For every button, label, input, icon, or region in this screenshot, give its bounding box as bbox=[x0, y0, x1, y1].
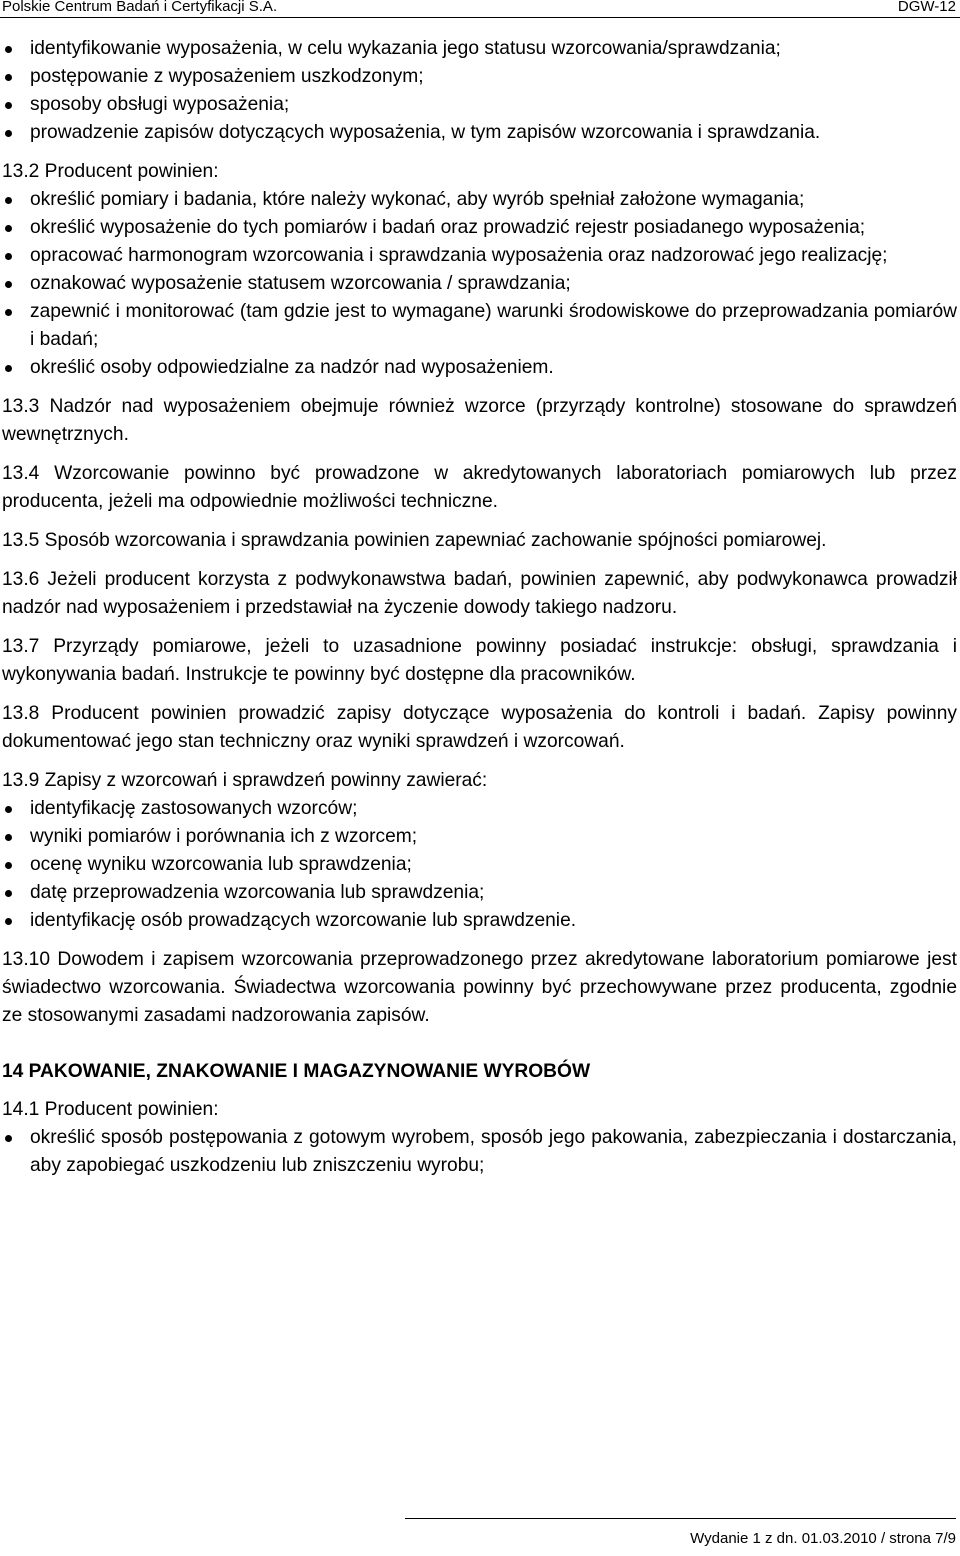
list-item: identyfikację zastosowanych wzorców; bbox=[2, 795, 957, 823]
producer-duties-list bbox=[2, 186, 957, 382]
list-item: zapewnić i monitorować (tam gdzie jest to wymagane) warunki środowiskowe do przeprowadzania pomiarów i badań; bbox=[2, 298, 957, 354]
list-item: sposoby obsługi wyposażenia; bbox=[2, 91, 957, 119]
paragraph-13-2: 13.2 Producent powinien: bbox=[2, 161, 219, 182]
document-body bbox=[2, 35, 957, 1191]
list-item: identyfikację osób prowadzących wzorcowanie lub sprawdzenie. bbox=[2, 907, 957, 935]
list-item: określić sposób postępowania z gotowym wyrobem, sposób jego pakowania, zabezpieczania i dostarczania, aby zapobiegać uszkodzeniu lub zniszczeniu wyrobu; bbox=[2, 1124, 957, 1180]
record-contents-list bbox=[2, 795, 957, 935]
bullet-icon bbox=[5, 197, 12, 204]
header-rule bbox=[0, 17, 960, 18]
list-item: prowadzenie zapisów dotyczących wyposażenia, w tym zapisów wzorcowania i sprawdzania. bbox=[2, 119, 957, 147]
footer-edition-page: Wydanie 1 z dn. 01.03.2010 / strona 7/9 bbox=[690, 1530, 956, 1547]
paragraph-13-8: 13.8 Producent powinien prowadzić zapisy dotyczące wyposażenia do kontroli i badań. Zapisy powinny dokumentować jego stan techniczny oraz wyniki sprawdzeń i wzorcowań. bbox=[2, 703, 957, 752]
bullet-icon bbox=[5, 806, 12, 813]
bullet-icon bbox=[5, 365, 12, 372]
list-item: określić osoby odpowiedzialne za nadzór nad wyposażeniem. bbox=[2, 354, 957, 382]
paragraph-13-7: 13.7 Przyrządy pomiarowe, jeżeli to uzasadnione powinny posiadać instrukcje: obsługi, sprawdzania i wykonywania badań. Instrukcje te powinny być dostępne dla pracowników. bbox=[2, 636, 957, 685]
paragraph-13-4: 13.4 Wzorcowanie powinno być prowadzone w akredytowanych laboratoriach pomiarowych lub przez producenta, jeżeli ma odpowiednie możliwości techniczne. bbox=[2, 463, 957, 512]
bullet-icon bbox=[5, 309, 12, 316]
equipment-procedures-list bbox=[2, 35, 957, 147]
list-item: identyfikowanie wyposażenia, w celu wykazania jego statusu wzorcowania/sprawdzania; bbox=[2, 35, 957, 63]
page-header bbox=[0, 0, 960, 18]
bullet-icon bbox=[5, 253, 12, 260]
bullet-icon bbox=[5, 74, 12, 81]
bullet-icon bbox=[5, 102, 12, 109]
bullet-icon bbox=[5, 1135, 12, 1142]
paragraph-14-1: 14.1 Producent powinien: bbox=[2, 1099, 219, 1120]
paragraph-13-6: 13.6 Jeżeli producent korzysta z podwykonawstwa badań, powinien zapewnić, aby podwykonawca prowadził nadzór nad wyposażeniem i przedstawiał na życzenie dowody takiego nadzoru. bbox=[2, 569, 957, 618]
bullet-icon bbox=[5, 862, 12, 869]
paragraph-13-10: 13.10 Dowodem i zapisem wzorcowania przeprowadzonego przez akredytowane laboratorium pomiarowe jest świadectwo wzorcowania. Świadectwa wzorcowania powinny być przechowywane przez producenta, zgodnie ze stosowanymi zasadami nadzorowania zapisów. bbox=[2, 949, 957, 1026]
list-item: wyniki pomiarów i porównania ich z wzorcem; bbox=[2, 823, 957, 851]
section-14-heading: 14 PAKOWANIE, ZNAKOWANIE I MAGAZYNOWANIE WYROBÓW bbox=[2, 1061, 591, 1082]
list-item: opracować harmonogram wzorcowania i sprawdzania wyposażenia oraz nadzorować jego realizację; bbox=[2, 242, 957, 270]
bullet-icon bbox=[5, 890, 12, 897]
list-item: postępowanie z wyposażeniem uszkodzonym; bbox=[2, 63, 957, 91]
paragraph-13-9: 13.9 Zapisy z wzorcowań i sprawdzeń powinny zawierać: bbox=[2, 770, 488, 791]
bullet-icon bbox=[5, 281, 12, 288]
list-item: określić wyposażenie do tych pomiarów i badań oraz prowadzić rejestr posiadanego wyposażenia; bbox=[2, 214, 957, 242]
paragraph-13-3: 13.3 Nadzór nad wyposażeniem obejmuje również wzorce (przyrządy kontrolne) stosowane do sprawdzeń wewnętrznych. bbox=[2, 396, 957, 445]
list-item: oznakować wyposażenie statusem wzorcowania / sprawdzania; bbox=[2, 270, 957, 298]
list-item: określić pomiary i badania, które należy wykonać, aby wyrób spełniał założone wymagania; bbox=[2, 186, 957, 214]
bullet-icon bbox=[5, 46, 12, 53]
list-item: ocenę wyniku wzorcowania lub sprawdzenia; bbox=[2, 851, 957, 879]
list-item: datę przeprowadzenia wzorcowania lub sprawdzenia; bbox=[2, 879, 957, 907]
header-organization: Polskie Centrum Badań i Certyfikacji S.A. bbox=[2, 0, 278, 15]
bullet-icon bbox=[5, 225, 12, 232]
packaging-duties-list bbox=[2, 1124, 957, 1180]
bullet-icon bbox=[5, 918, 12, 925]
bullet-icon bbox=[5, 834, 12, 841]
header-document-code: DGW-12 bbox=[897, 0, 956, 15]
paragraph-13-5: 13.5 Sposób wzorcowania i sprawdzania powinien zapewniać zachowanie spójności pomiarowej. bbox=[2, 530, 827, 551]
footer-rule bbox=[405, 1518, 956, 1519]
page-footer bbox=[0, 1516, 960, 1556]
bullet-icon bbox=[5, 130, 12, 137]
